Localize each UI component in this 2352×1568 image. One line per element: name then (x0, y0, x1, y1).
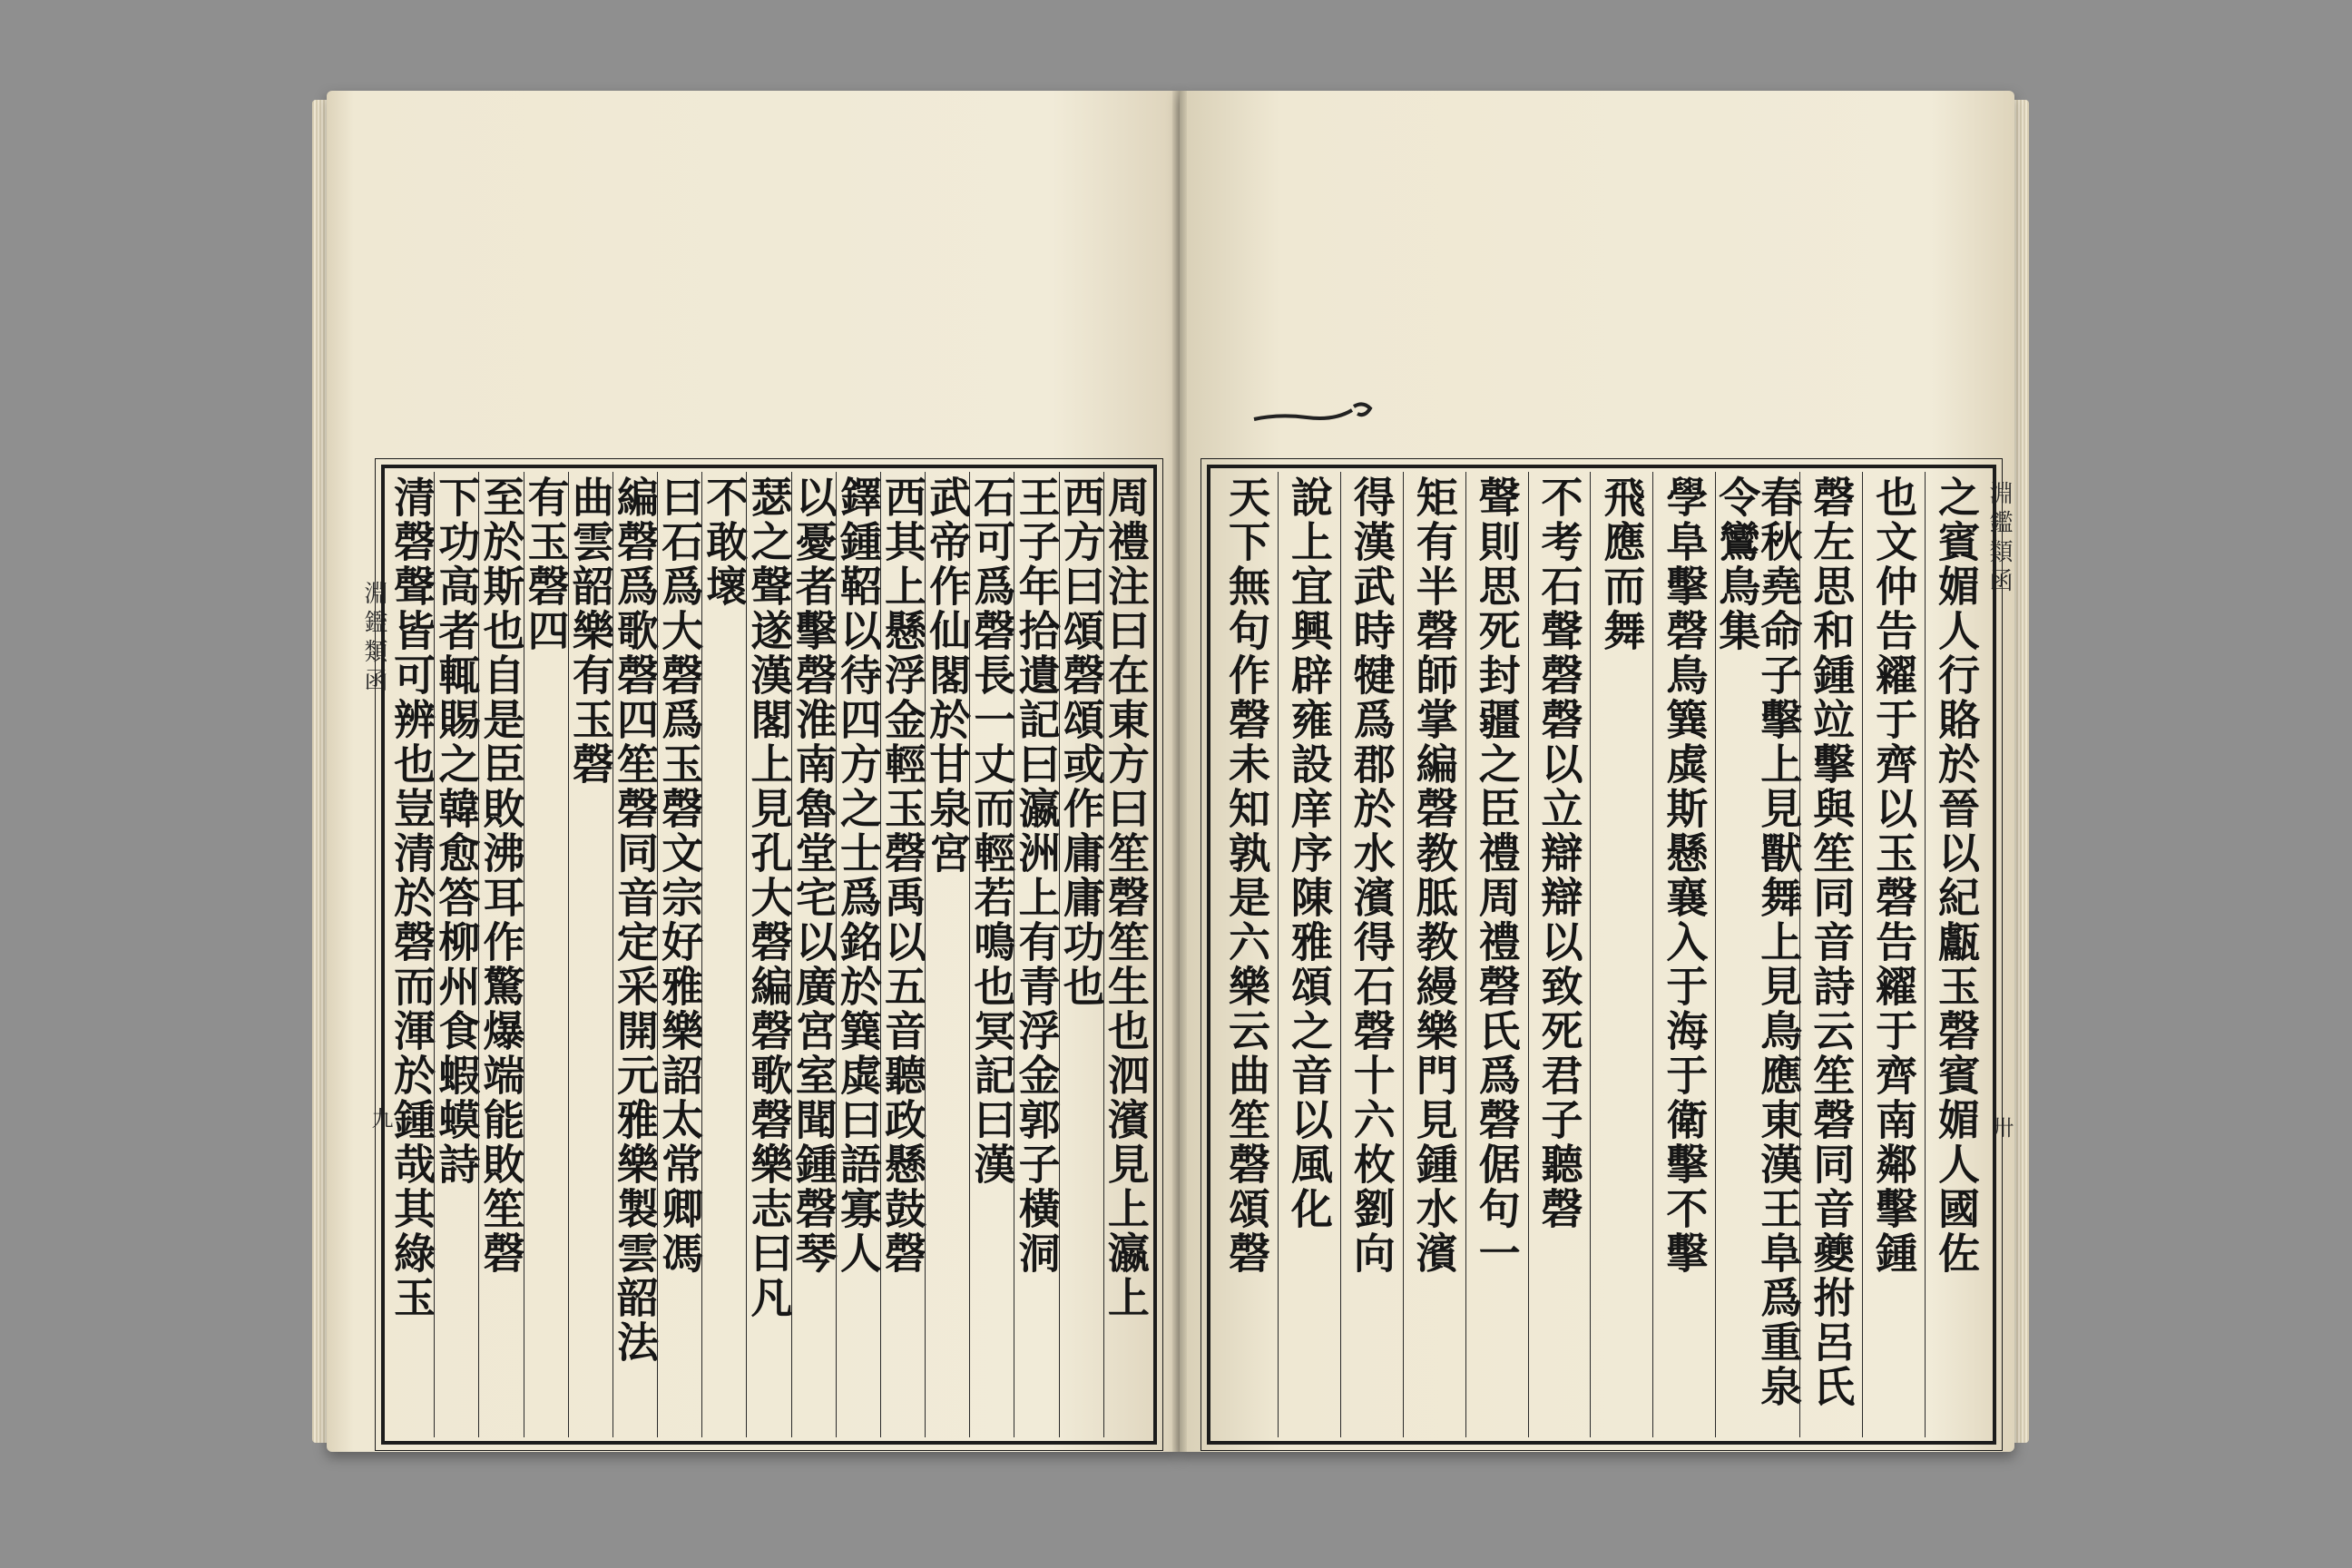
text-column (1862, 472, 1925, 1437)
column-text: 春秋堯命子擊上見獸舞上見鳥應東漢王阜爲重泉令鸞鳥集 (1712, 475, 1804, 1409)
column-text: 鐸鍾鞀以待四方之士爲銘於簨虡曰語寡人 (833, 475, 883, 1276)
column-text: 下功高者輒賜之韓愈答柳州食蝦蟆詩 (432, 475, 482, 1187)
column-text: 不考石聲磬磬以立辯辯以致死君子聽磬 (1534, 475, 1584, 1231)
ink-mark (1252, 399, 1379, 426)
text-column (521, 472, 571, 1437)
column-text: 周禮注曰在東方曰笙磬笙生也泗濱見上瀛上 (1101, 475, 1151, 1320)
column-text: 飛應而舞 (1597, 475, 1647, 653)
text-column (791, 472, 836, 1437)
text-column (833, 472, 883, 1437)
right-text-frame (1207, 465, 1996, 1445)
text-column (432, 472, 482, 1437)
text-column (1799, 472, 1862, 1437)
text-column (1056, 472, 1106, 1437)
left-text-columns (387, 472, 1151, 1437)
text-column (1278, 472, 1340, 1437)
column-text: 曰石爲大磬爲玉磬文宗好雅樂詔太常卿馮 (655, 475, 705, 1276)
column-text: 磬左思和鍾竝擊與笙同音詩云笙磬同音夔拊呂氏 (1807, 475, 1857, 1409)
column-text: 有玉磬四 (521, 475, 571, 653)
column-text: 不敢壞 (700, 475, 750, 609)
column-text: 西其上懸浮金輕玉磬禹以五音聽政懸鼓磬 (878, 475, 928, 1276)
text-column (923, 472, 973, 1437)
page-edge-right (2013, 100, 2029, 1443)
column-text: 編磬爲歌磬四笙磬同音定采開元雅樂製雲韶法 (611, 475, 661, 1365)
column-text: 西方曰頌磬頌或作庸庸功也 (1056, 475, 1106, 1009)
column-text: 以憂者擊磬淮南魯堂宅以廣宮室聞鍾磬琴 (789, 475, 838, 1276)
text-column (611, 472, 661, 1437)
right-margin-title: 淵鑑類函 (1985, 481, 2013, 597)
column-text: 也文仲告糴于齊以玉磬告糴于齊南鄰擊鍾 (1869, 475, 1919, 1276)
text-column (967, 472, 1017, 1437)
column-text: 學阜擊磬鳥簨虡斯懸襄入于海于衛擊不擊 (1660, 475, 1710, 1276)
column-text: 至於斯也自是臣敗沸耳作驚爆端能敗笙磬 (476, 475, 526, 1276)
right-text-columns (1216, 472, 1987, 1437)
text-column (476, 472, 526, 1437)
column-text: 曲雲韶樂有玉磬 (565, 475, 615, 787)
column-text: 矩有半磬師掌編磬教胝教縵樂門見鍾水濱 (1409, 475, 1459, 1276)
column-text: 天下無句作磬未知孰是六樂云曲笙磬頌磬 (1221, 475, 1271, 1276)
text-column (1012, 472, 1062, 1437)
text-column (565, 472, 615, 1437)
open-book (299, 73, 2042, 1488)
right-leaf-number: 卅 (1988, 1116, 2014, 1138)
text-column (1216, 472, 1278, 1437)
left-leaf-number: 九 (368, 1107, 393, 1129)
text-column (700, 472, 750, 1437)
column-text: 清磬聲皆可辨也豈清於磬而渾於鍾哉其綠玉 (387, 475, 437, 1320)
text-column (744, 472, 794, 1437)
column-text: 得漢武時犍爲郡於水濱得石磬十六枚劉向 (1347, 475, 1396, 1276)
text-column (1590, 472, 1652, 1437)
text-column (655, 472, 705, 1437)
column-text: 王子年拾遺記曰瀛洲上有青浮金郭子橫洞 (1012, 475, 1062, 1276)
text-column (1465, 472, 1528, 1437)
text-column (1652, 472, 1715, 1437)
column-text: 瑟之聲遂漢閣上見孔大磬編磬歌磬樂志曰凡 (744, 475, 794, 1320)
text-column (1528, 472, 1591, 1437)
column-text: 武帝作仙閣於甘泉宮 (923, 475, 973, 876)
text-column (1340, 472, 1403, 1437)
text-column (1925, 472, 1987, 1437)
text-column (1712, 472, 1804, 1437)
text-column (1403, 472, 1465, 1437)
left-text-frame (381, 465, 1157, 1445)
left-margin-title: 淵鑑類函 (360, 581, 387, 697)
text-column (878, 472, 928, 1437)
text-column (1101, 472, 1151, 1437)
column-text: 聲則思死封疆之臣禮周禮磬氏爲磬倨句一 (1472, 475, 1522, 1276)
book-gutter (1172, 91, 1187, 1452)
column-text: 石可爲磬長一丈而輕若鳴也冥記曰漢 (967, 475, 1017, 1187)
column-text: 說上宜興辟雍設庠序陳雅頌之音以風化 (1284, 475, 1334, 1231)
text-column (387, 472, 437, 1437)
column-text: 之賓媚人行賂於晉以紀甗玉磬賓媚人國佐 (1932, 475, 1982, 1276)
